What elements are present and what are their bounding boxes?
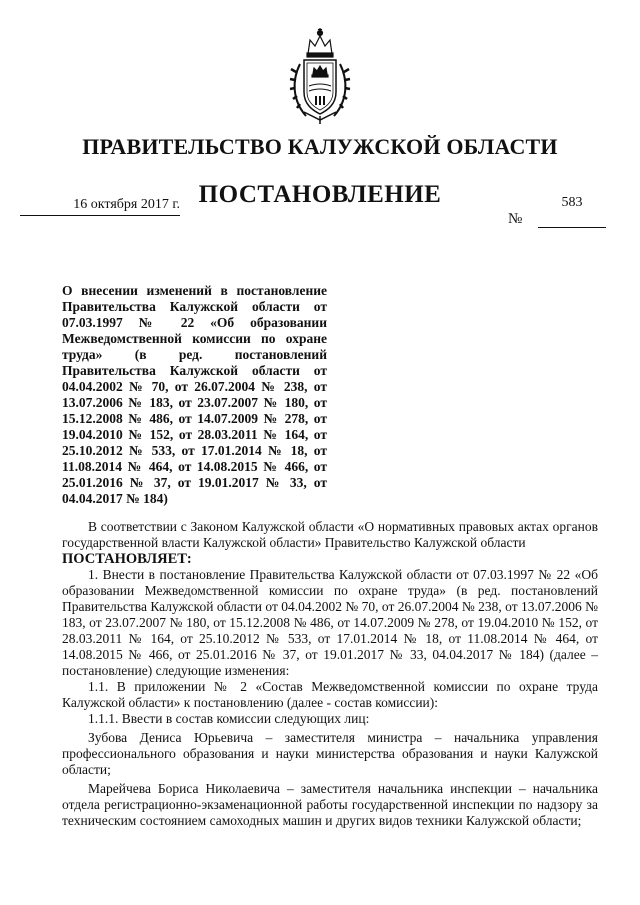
preamble-paragraph: В соответствии с Законом Калужской области «О нормативных правовых актах органов государственной власти Калужской области» Правительство Калужской области [62, 519, 598, 550]
organization-title: ПРАВИТЕЛЬСТВО КАЛУЖСКОЙ ОБЛАСТИ [82, 134, 558, 159]
document-subject: О внесении изменений в постановление Правительства Калужской области от 07.03.1997 № 22 «Об образовании Межведомственной комиссии по охране труда» (в ред. постановлений Правительства Калужской области от 04.04.2002 № 70, от 26.07.2004 № 238, от 13.07.2006 № 183, от 23.07.2007 № 180, от 15.12.2008 № 486, от 14.07.2009 № 278, от 19.04.2010 № 152, от 28.03.2011 № 164, от 25.10.2012 № 533, от 17.01.2014 № 18, от 11.08.2014 № 464, от 14.08.2015 № 466, от 25.01.2016 № 37, от 19.01.2017 № 33, от 04.04.2017 № 184) [62, 283, 327, 506]
document-type-heading: ПОСТАНОВЛЕНИЕ [198, 181, 442, 208]
number-sign: № [508, 211, 523, 227]
clause-1: 1. Внести в постановление Правительства Калужской области от 07.03.1997 № 22 «Об образовании Межведомственной комиссии по охране труда» (в ред. постановлений Правительства Калужской области от 04.04.2002 № 70, от 26.07.2004 № 238, от 13.07.2006 № 183, от 23.07.2007 № 180, от 15.12.2008 № 486, от 14.07.2009 № 278, от 19.04.2010 № 152, от 28.03.2011 № 164, от 25.10.2012 № 533, от 17.01.2014 № 18, от 11.08.2014 № 464, от 14.08.2015 № 466, от 25.01.2016 № 37, от 19.01.2017 № 33, 04.04.2017 № 184) (далее – постановление) следующие изменения: [62, 567, 598, 678]
member-entry-1: Зубова Дениса Юрьевича – заместителя министра – начальника управления профессионального образования и науки министерства образования и науки Калужской области; [62, 730, 598, 777]
document-number: 583 [538, 195, 606, 228]
member-entry-2: Марейчева Бориса Николаевича – заместителя начальника инспекции – начальника отдела регистрационно-экзаменационной работы государственной инспекции по надзору за техническим состоянием самоходных машин и других видов техники Калужской области; [62, 781, 598, 828]
document-date: 16 октября 2017 г. [20, 197, 180, 216]
decree-line [62, 551, 598, 567]
clause-1-1-1: 1.1.1. Ввести в состав комиссии следующих лиц: [88, 711, 370, 726]
clause-1-1: 1.1. В приложении № 2 «Состав Межведомственной комиссии по охране труда Калужской области» к постановлению (далее - состав комиссии): [62, 679, 598, 710]
coat-of-arms-emblem [288, 28, 352, 124]
decree-word: ПОСТАНОВЛЯЕТ: [62, 551, 192, 567]
document-body [62, 519, 598, 829]
